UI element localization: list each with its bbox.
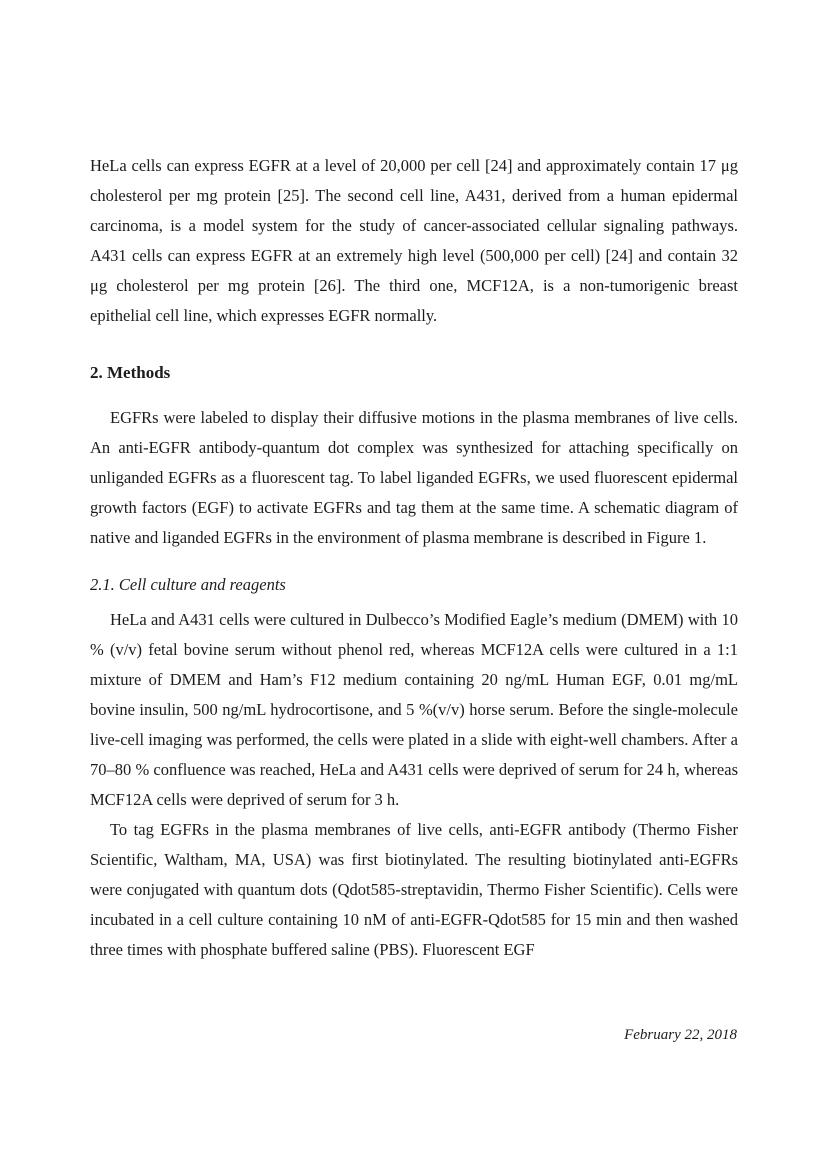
section-heading-methods: 2. Methods [90, 363, 171, 382]
cell-culture-paragraph-2: To tag EGFRs in the plasma membranes of live cells, anti-EGFR antibody (Thermo Fisher Scientific, Waltham, MA, USA) was first biotinylated. The resulting biotinylated anti-EGFRs were conjugated with quantum dots (Qdot585-streptavidin, Thermo Fisher Scientific). Cells were incubated in a cell culture containing 10 nM of anti-EGFR-Qdot585 for 15 min and then washed three times with phosphate buffered saline (PBS). Fluorescent EGF [90, 820, 738, 959]
methods-paragraph: EGFRs were labeled to display their diffusive motions in the plasma membranes of live cells. An anti-EGFR antibody-quantum dot complex was synthesized for attaching specifically on unliganded EGFRs as a fluorescent tag. To label liganded EGFRs, we used fluorescent epidermal growth factors (EGF) to activate EGFRs and tag them at the same time. A schematic diagram of native and liganded EGFRs in the environment of plasma membrane is described in Figure 1. [90, 408, 738, 547]
cell-culture-paragraph-1: HeLa and A431 cells were cultured in Dulbecco’s Modified Eagle’s medium (DMEM) with 10 % (v/v) fetal bovine serum without phenol red, whereas MCF12A cells were cultured in a 1:1 mixture of DMEM and Ham’s F12 medium containing 20 ng/mL Human EGF, 0.01 mg/mL bovine insulin, 500 ng/mL hydrocortisone, and 5 %(v/v) horse serum. Before the single-molecule live-cell imaging was performed, the cells were plated in a slide with eight-well chambers. After a 70–80 % confluence was reached, HeLa and A431 cells were deprived of serum for 24 h, whereas MCF12A cells were deprived of serum for 3 h. [90, 610, 738, 809]
subsection-heading-cell-culture: 2.1. Cell culture and reagents [90, 575, 286, 594]
intro-paragraph: HeLa cells can express EGFR at a level of 20,000 per cell [24] and approximately contain 17 μg cholesterol per mg protein [25]. The second cell line, A431, derived from a human epidermal carcinoma, is a model system for the study of cancer-associated cellular signaling pathways. A431 cells can express EGFR at an extremely high level (500,000 per cell) [24] and contain 32 μg cholesterol per mg protein [26]. The third one, MCF12A, is a non-tumorigenic breast epithelial cell line, which expresses EGFR normally. [90, 156, 738, 325]
footer-date: February 22, 2018 [624, 1027, 737, 1043]
paper-page-body [90, 151, 738, 965]
